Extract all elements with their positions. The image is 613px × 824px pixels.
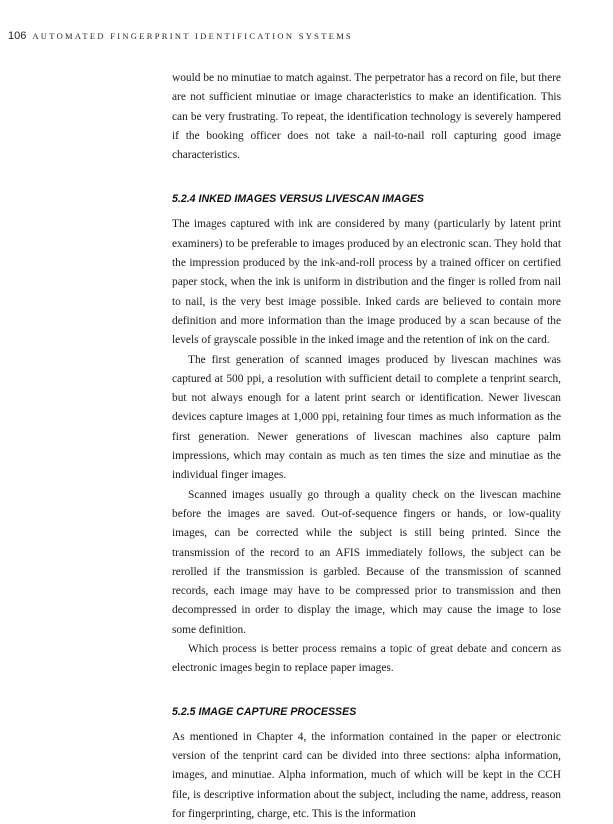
paragraph: As mentioned in Chapter 4, the information contained in the paper or electronic version of the tenprint card can be divided into three sections: alpha information, images, and minutiae. Alpha information, much of which will be kept in the CCH file, is descriptive information about the subject, including the name, address, reason for fingerprinting, charge, etc. This is the information xyxy=(172,730,561,820)
running-title: AUTOMATED FINGERPRINT IDENTIFICATION SYSTEMS xyxy=(32,31,354,41)
section-heading-5-2-5: 5.2.5 IMAGE CAPTURE PROCESSES xyxy=(172,705,357,718)
intro-paragraph: would be no minutiae to match against. The perpetrator has a record on file, but there are not sufficient minutiae or image characteristics to make an identification. This can be very frustrating. To repeat, the identification technology is severely hampered if the booking officer does not take a nail-to-nail roll capturing good image characteristics. xyxy=(172,72,561,162)
paragraph: Scanned images usually go through a quality check on the livescan machine before the images are saved. Out-of-sequence fingers or hands, or low-quality images, can be corrected while the subject is still being printed. Since the transmission of the record to an AFIS immediately follows, the subject can be rerolled if the transmission is garbled. Because of the transmission of scanned records, each image may have to be compressed prior to transmission and then decompressed in order to display the image, which may cause the image to lose some definition. xyxy=(172,488,561,636)
body-text-column xyxy=(172,69,561,824)
paragraph: Which process is better process remains a topic of great debate and concern as electronic images begin to replace paper images. xyxy=(172,643,561,675)
running-header xyxy=(0,30,353,42)
section-heading-5-2-4: 5.2.4 INKED IMAGES VERSUS LIVESCAN IMAGES xyxy=(172,193,424,206)
paragraph: The images captured with ink are considered by many (particularly by latent print examiners) to be preferable to images produced by an electronic scan. They hold that the impression produced by the ink-and-roll process by a trained officer on certified paper stock, when the ink is uniform in distribution and the finger is rolled from nail to nail, is the very best image possible. Inked cards are believed to contain more definition and more information than the image produced by a scan because of the levels of grayscale possible in the inked image and the retention of ink on the card. xyxy=(172,218,561,347)
paragraph: The first generation of scanned images produced by livescan machines was captured at 500 ppi, a resolution with sufficient detail to complete a tenprint search, but not always enough for a latent print search or identification. Newer livescan devices capture images at 1,000 ppi, retaining four times as much information as the first generation. Newer generations of livescan machines also capture palm impressions, which may contain as much as ten times the size and minutiae as the individual finger images. xyxy=(172,353,561,482)
page-number: 106 xyxy=(8,30,27,42)
